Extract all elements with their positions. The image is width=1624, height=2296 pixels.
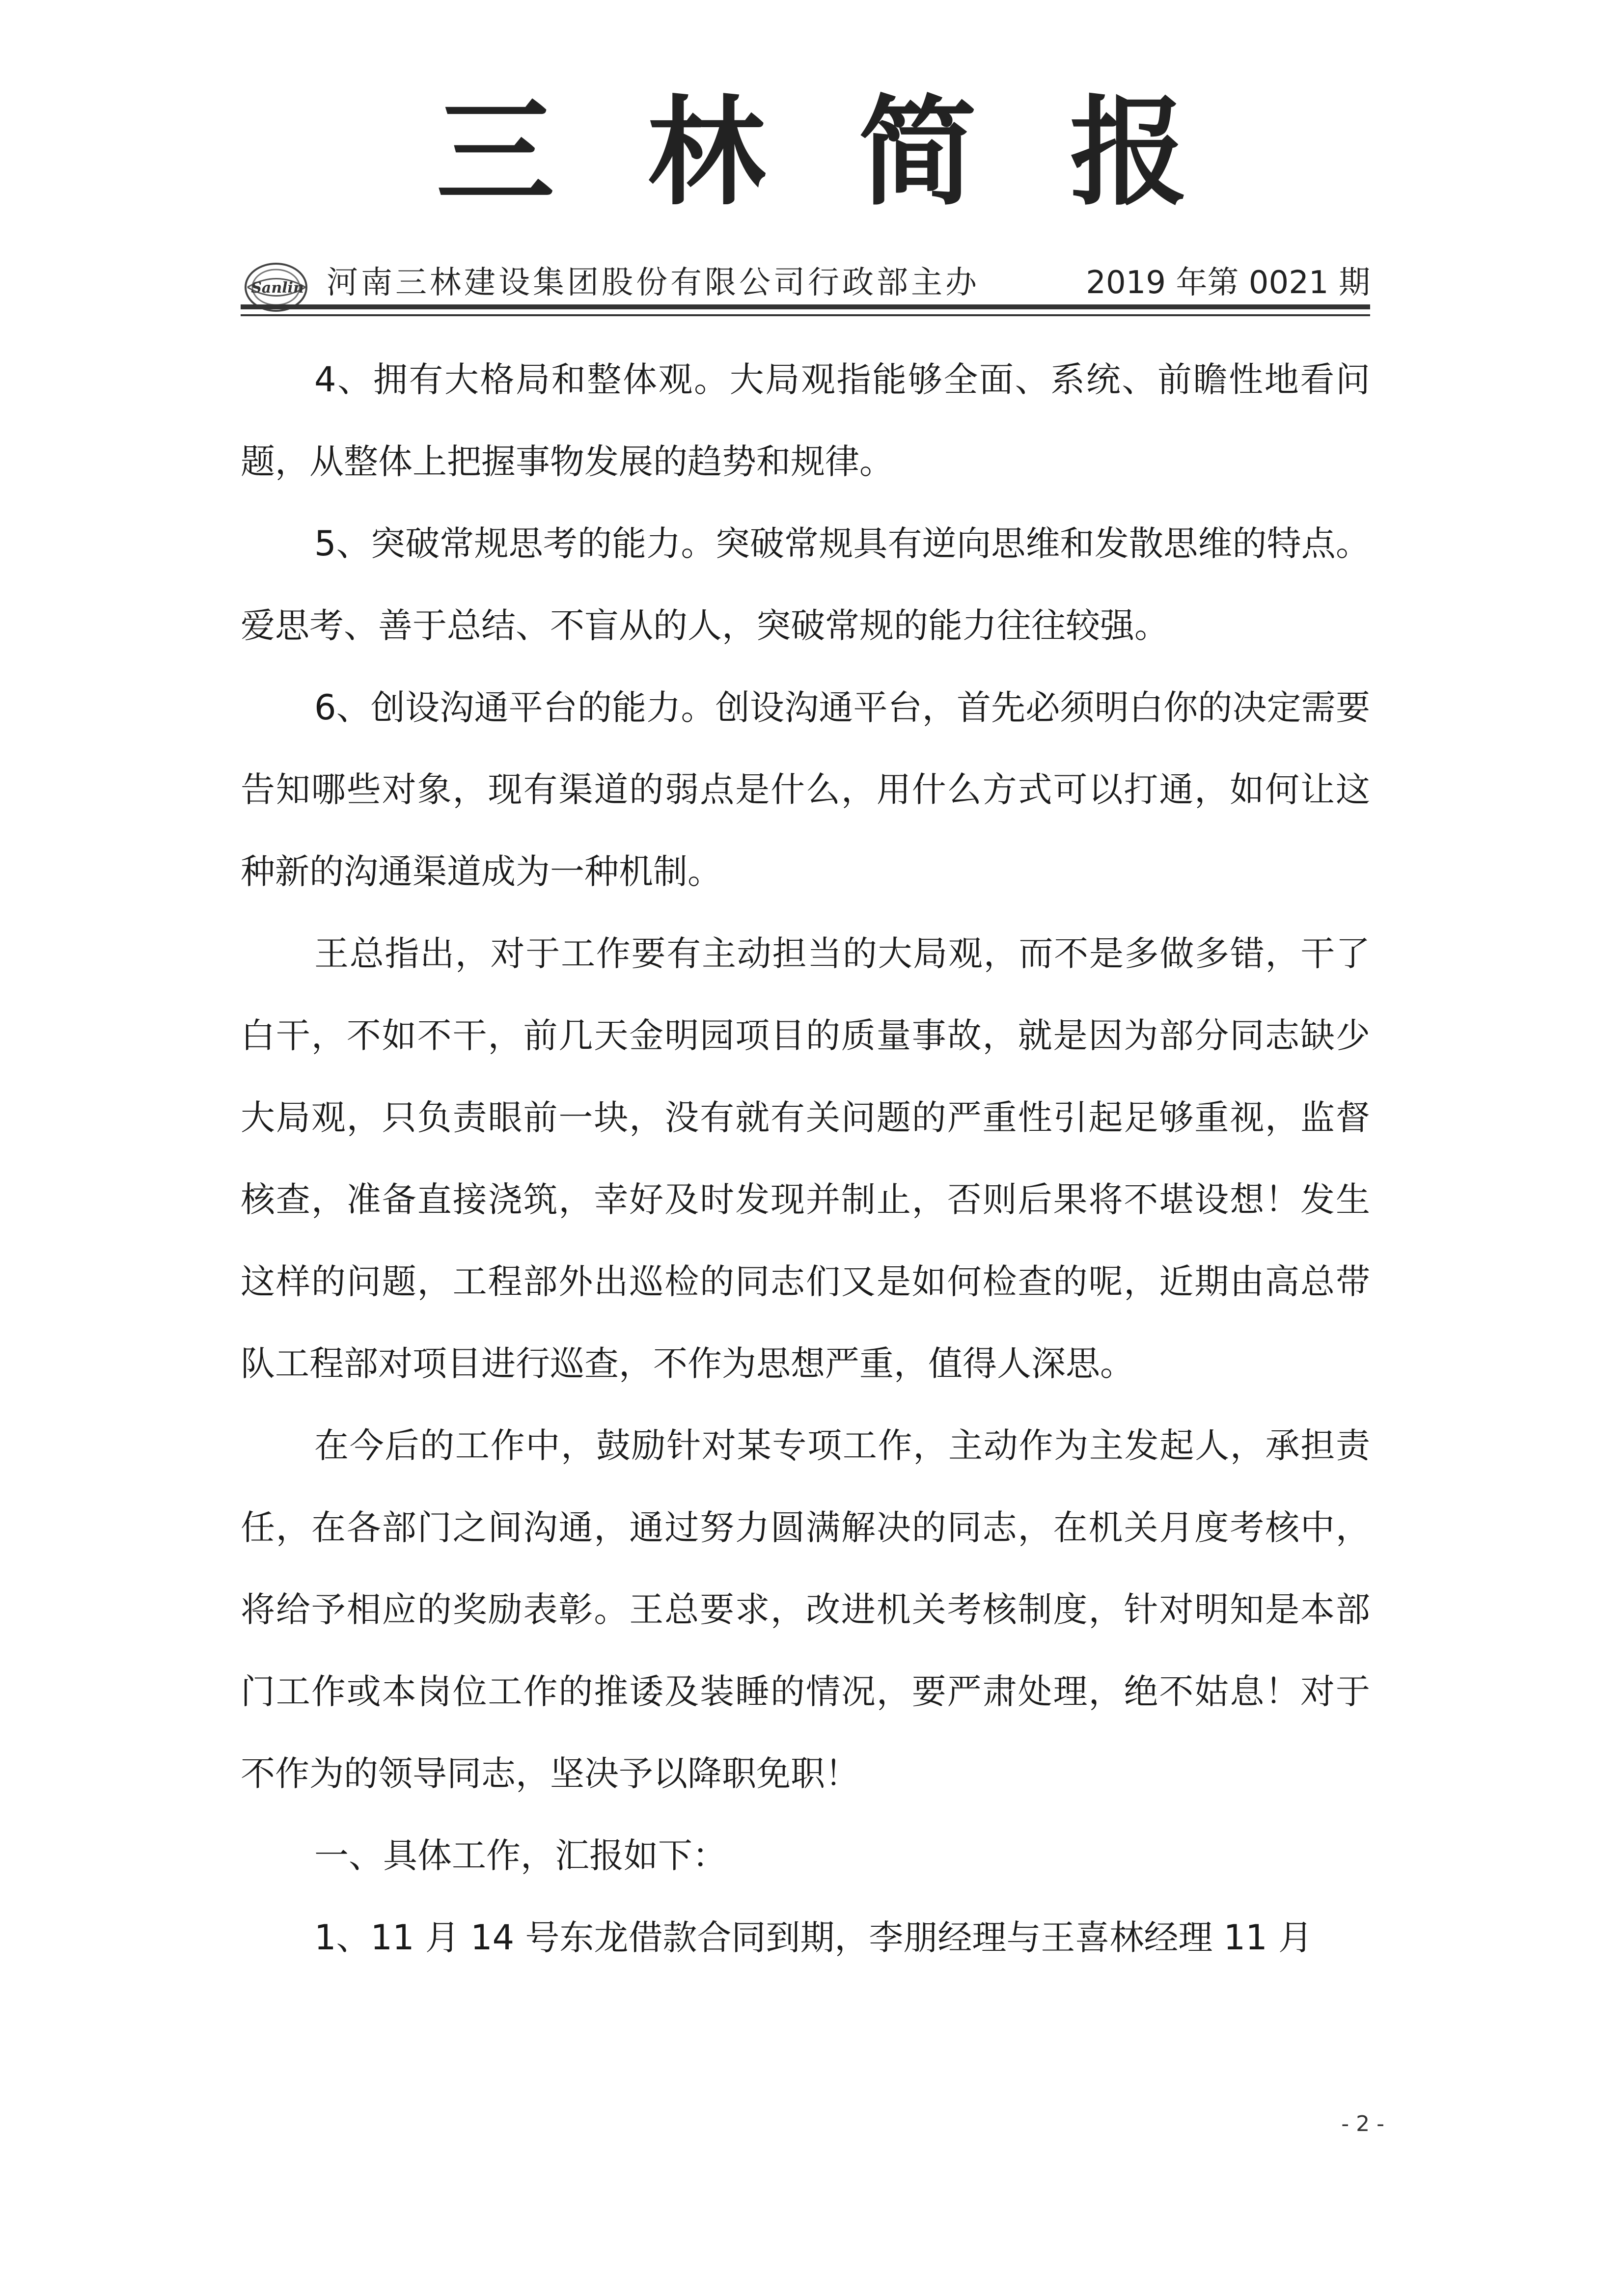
paragraph-wang-remarks: 王总指出，对于工作要有主动担当的大局观，而不是多做多错，干了白干，不如不干，前几天金明园项目的质量事故，就是因为部分同志缺少大局观，只负责眼前一块，没有就有关问题的严重性引起足够重视，监督核查，准备直接浇筑，幸好及时发现并制止，否则后果将不堪设想！发生这样的问题，工程部外出巡检的同志们又是如何检查的呢，近期由高总带队工程部对项目进行巡查，不作为思想严重，值得人深思。 — [241, 933, 1370, 1384]
logo-lettering: Sanlin — [251, 279, 304, 297]
issue-number: 2019 年第 0021 期 — [1086, 265, 1370, 301]
paragraph-item-6: 6、创设沟通平台的能力。创设沟通平台，首先必须明白你的决定需要告知哪些对象，现有渠道的弱点是什么，用什么方式可以打通，如何让这种新的沟通渠道成为一种机制。 — [241, 687, 1370, 892]
paragraph-future-work: 在今后的工作中，鼓励针对某专项工作，主动作为主发起人，承担责任，在各部门之间沟通，通过努力圆满解决的同志，在机关月度考核中，将给予相应的奖励表彰。王总要求，改进机关考核制度，针对明知是本部门工作或本岗位工作的推诿及装睡的情况，要严肃处理，绝不姑息！对于不作为的领导同志，坚决予以降职免职！ — [241, 1425, 1370, 1794]
header-rule-thick — [241, 304, 1370, 309]
paragraph-item-5: 5、突破常规思考的能力。突破常规具有逆向思维和发散思维的特点。爱思考、善于总结、不盲从的人，突破常规的能力往往较强。 — [241, 523, 1370, 646]
page-number: - 2 - — [1341, 2111, 1384, 2136]
article-body — [241, 339, 1370, 1979]
header-rule-thin — [241, 314, 1370, 316]
paragraph-report-item-1: 1、11 月 14 号东龙借款合同到期，李朋经理与王喜林经理 11 月 — [314, 1917, 1313, 1958]
paragraph-item-4: 4、拥有大格局和整体观。大局观指能够全面、系统、前瞻性地看问题，从整体上把握事物发展的趋势和规律。 — [241, 359, 1370, 482]
sponsor-line: 河南三林建设集团股份有限公司行政部主办 — [327, 265, 980, 301]
section-heading-work-report: 一、具体工作，汇报如下： — [314, 1835, 727, 1876]
masthead-title: 三林简报 — [436, 83, 1281, 221]
